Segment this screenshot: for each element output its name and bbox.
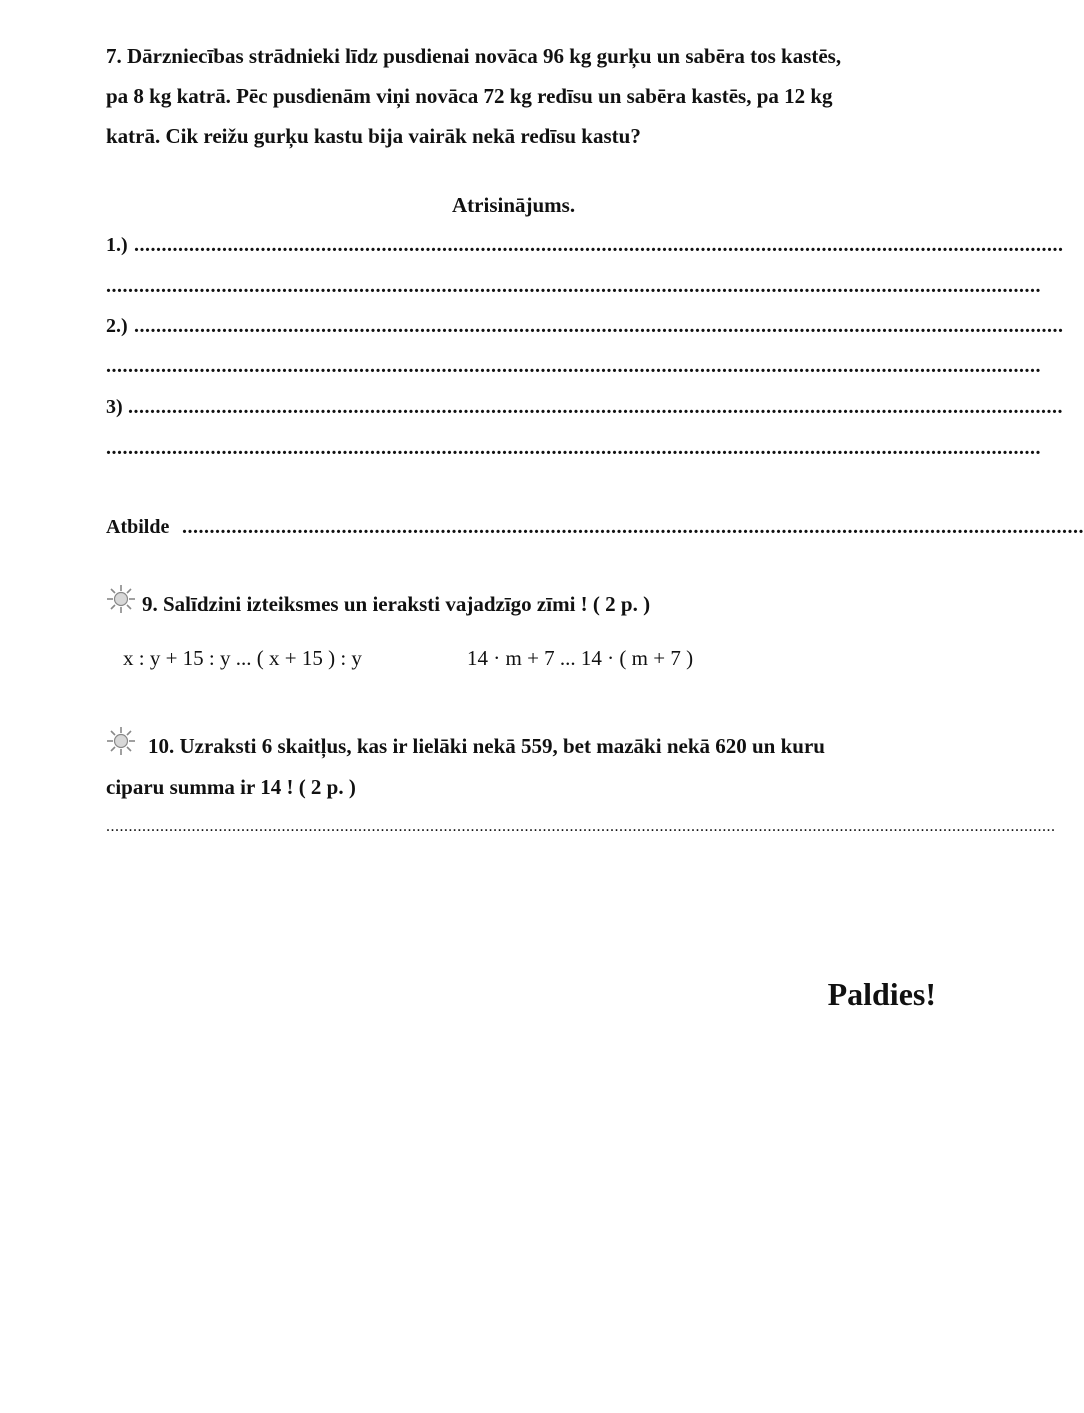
sun-icon	[106, 726, 136, 756]
dotted-fill: ..........................................................................................................................................................................	[106, 275, 1041, 297]
expression-2[interactable]: 14 · m + 7 ... 14 · ( m + 7 )	[467, 646, 694, 670]
problem10-line-1: 10. Uzraksti 6 skaitļus, kas ir lielāki nekā 559, bet mazāki nekā 620 un kuru	[148, 734, 825, 758]
problem7-line-1: 7. Dārzniecības strādnieki līdz pusdienai novāca 96 kg gurķu un sabēra tos kastēs,	[106, 44, 842, 68]
step-1-line[interactable]	[106, 234, 1064, 257]
dotted-fill: ..........................................................................................................................................................................	[128, 396, 1063, 418]
step-1-label: 1.)	[106, 234, 128, 256]
problem9-number: 9	[142, 592, 153, 616]
dotted-fill: ....................................................................................................................................................................	[182, 516, 1084, 538]
dotted-fill: ...................................................................................................................................................................................................................	[106, 818, 1056, 835]
expression-1[interactable]: x : y + 15 : y ... ( x + 15 ) : y	[123, 646, 362, 670]
problem7-line-3: katrā. Cik reižu gurķu kastu bija vairāk nekā redīsu kastu?	[106, 124, 641, 148]
sun-icon	[106, 584, 136, 614]
problem9-text: . Salīdzini izteiksmes un ieraksti vajadzīgo zīmi ! ( 2 p. )	[152, 592, 651, 616]
dotted-fill: .........................................................................................................................................................................	[134, 315, 1064, 337]
problem10-answer-line[interactable]	[106, 818, 1056, 840]
problem7-line-2: pa 8 kg katrā. Pēc pusdienām viņi novāca 72 kg redīsu un sabēra kastēs, pa 12 kg	[106, 84, 833, 108]
step-2-label: 2.)	[106, 315, 128, 337]
step-2-line[interactable]	[106, 315, 1064, 338]
answer-label: Atbilde	[106, 516, 170, 538]
dotted-fill: ..........................................................................................................................................................................	[106, 437, 1041, 459]
problem10-line-2: ciparu summa ir 14 ! ( 2 p. )	[106, 775, 356, 799]
closing-thanks: Paldies!	[827, 976, 936, 1012]
dotted-fill: .........................................................................................................................................................................	[134, 234, 1064, 256]
answer-line[interactable]	[106, 516, 1084, 539]
solution-heading: Atrisinājums.	[452, 193, 576, 217]
step-3-label: 3)	[106, 396, 123, 418]
problem9-instruction	[142, 592, 650, 617]
dotted-fill: ..........................................................................................................................................................................	[106, 355, 1041, 377]
step-3-line[interactable]	[106, 396, 1063, 419]
